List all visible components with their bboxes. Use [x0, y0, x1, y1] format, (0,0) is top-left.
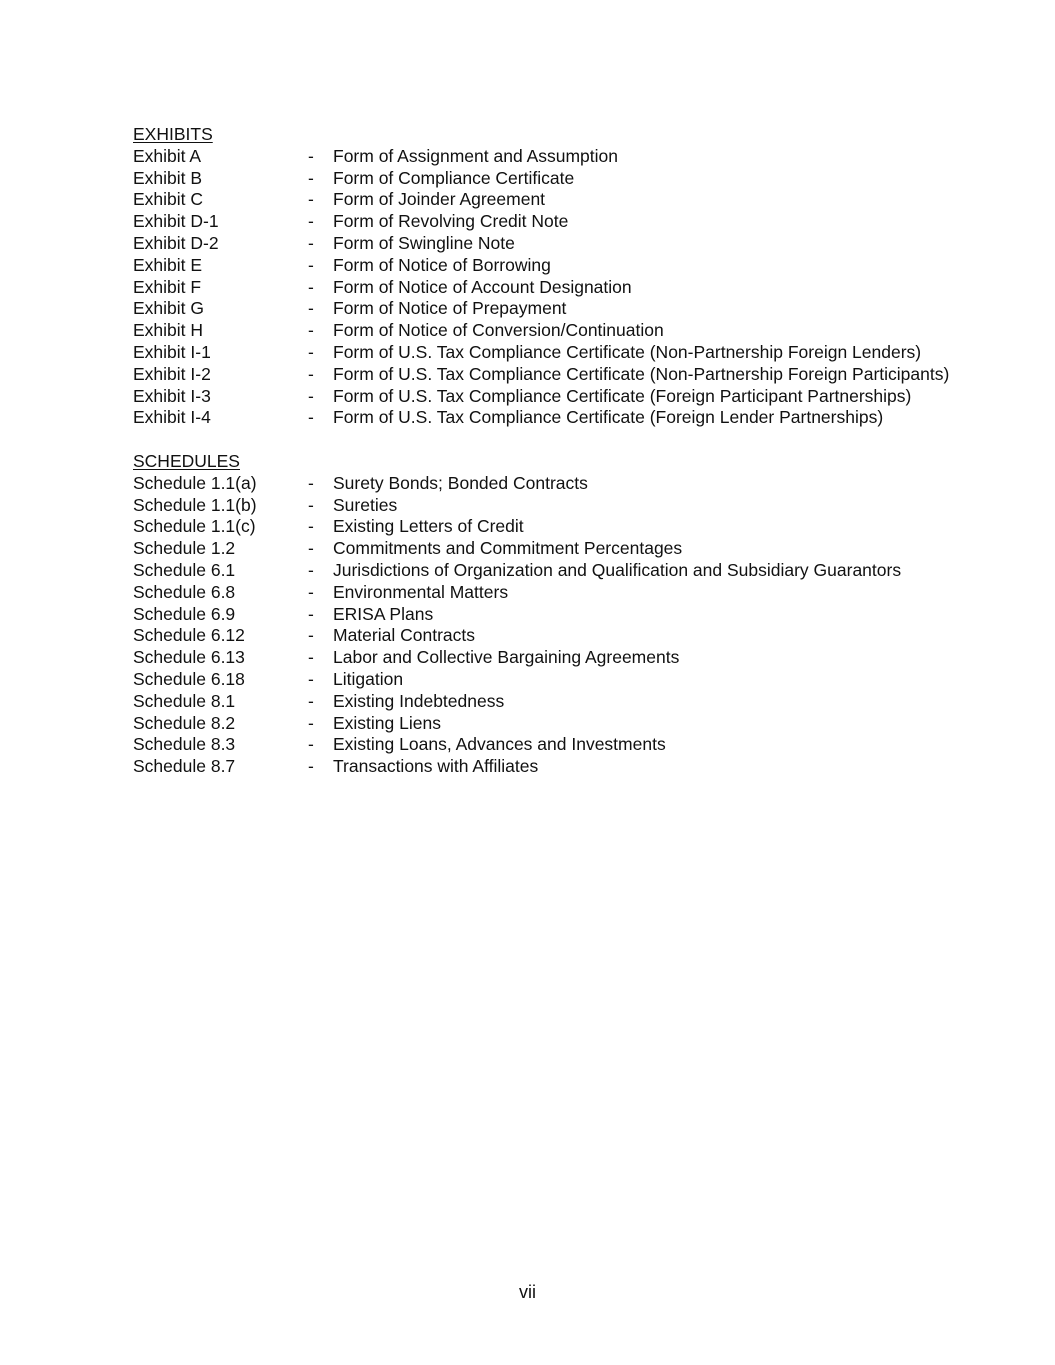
- item-label: Schedule 6.8: [133, 581, 236, 602]
- item-dash: -: [308, 145, 314, 166]
- list-item: [133, 516, 1013, 538]
- list-item: [133, 189, 1013, 211]
- item-dash: -: [308, 647, 314, 668]
- item-dash: -: [308, 189, 314, 210]
- item-dash: -: [308, 603, 314, 624]
- item-description: Litigation: [333, 668, 404, 689]
- item-label: Schedule 1.1(c): [133, 516, 256, 537]
- page-number: vii: [519, 1282, 536, 1302]
- list-item: [133, 342, 1013, 364]
- item-dash: -: [308, 254, 314, 275]
- item-dash: -: [308, 472, 314, 493]
- item-description: Jurisdictions of Organization and Qualification and Subsidiary Guarantors: [333, 559, 902, 580]
- list-item: [133, 255, 1013, 277]
- exhibits-list: [133, 146, 1013, 429]
- list-item: [133, 211, 1013, 233]
- item-description: Form of Swingline Note: [333, 232, 515, 253]
- item-label: Exhibit E: [133, 254, 203, 275]
- list-item: [133, 604, 1013, 626]
- list-item: [133, 320, 1013, 342]
- item-label: Schedule 8.2: [133, 712, 236, 733]
- item-description: Form of Notice of Account Designation: [333, 276, 632, 297]
- item-dash: -: [308, 363, 314, 384]
- item-dash: -: [308, 712, 314, 733]
- item-description: Form of Revolving Credit Note: [333, 211, 569, 232]
- item-dash: -: [308, 538, 314, 559]
- item-label: Exhibit I-3: [133, 385, 211, 406]
- item-dash: -: [308, 385, 314, 406]
- item-description: Form of U.S. Tax Compliance Certificate (Foreign Participant Partnerships): [333, 385, 912, 406]
- item-description: Transactions with Affiliates: [333, 756, 539, 777]
- item-description: Form of U.S. Tax Compliance Certificate (Non-Partnership Foreign Participants): [333, 363, 950, 384]
- item-dash: -: [308, 298, 314, 319]
- item-label: Exhibit D-1: [133, 211, 219, 232]
- item-dash: -: [308, 320, 314, 341]
- item-label: Exhibit B: [133, 167, 203, 188]
- item-label: Schedule 6.9: [133, 603, 236, 624]
- item-dash: -: [308, 407, 314, 428]
- item-label: Exhibit I-4: [133, 407, 211, 428]
- item-description: Form of U.S. Tax Compliance Certificate (Non-Partnership Foreign Lenders): [333, 341, 922, 362]
- list-item: [133, 669, 1013, 691]
- item-description: Form of Compliance Certificate: [333, 167, 575, 188]
- item-dash: -: [308, 581, 314, 602]
- item-dash: -: [308, 516, 314, 537]
- item-label: Schedule 8.7: [133, 756, 236, 777]
- list-item: [133, 582, 1013, 604]
- list-item: [133, 386, 1013, 408]
- list-item: [133, 560, 1013, 582]
- exhibits-heading: EXHIBITS: [133, 124, 213, 144]
- item-dash: -: [308, 668, 314, 689]
- item-label: Schedule 1.1(b): [133, 494, 257, 515]
- item-label: Exhibit G: [133, 298, 204, 319]
- item-dash: -: [308, 211, 314, 232]
- item-dash: -: [308, 690, 314, 711]
- list-item: [133, 756, 1013, 778]
- item-description: Labor and Collective Bargaining Agreements: [333, 647, 680, 668]
- item-description: Existing Indebtedness: [333, 690, 505, 711]
- item-label: Schedule 6.13: [133, 647, 245, 668]
- list-item: [133, 277, 1013, 299]
- list-item: [133, 168, 1013, 190]
- item-label: Schedule 8.1: [133, 690, 236, 711]
- list-item: [133, 407, 1013, 429]
- item-description: Form of Notice of Prepayment: [333, 298, 567, 319]
- item-description: Form of U.S. Tax Compliance Certificate (Foreign Lender Partnerships): [333, 407, 884, 428]
- item-dash: -: [308, 494, 314, 515]
- list-item: [133, 495, 1013, 517]
- schedules-list: [133, 473, 1013, 778]
- item-label: Exhibit C: [133, 189, 204, 210]
- item-description: Form of Notice of Conversion/Continuation: [333, 320, 664, 341]
- item-label: Exhibit A: [133, 145, 202, 166]
- item-label: Schedule 6.18: [133, 668, 245, 689]
- list-item: [133, 538, 1013, 560]
- list-item: [133, 146, 1013, 168]
- list-item: [133, 647, 1013, 669]
- item-description: Existing Letters of Credit: [333, 516, 524, 537]
- item-label: Exhibit I-1: [133, 341, 211, 362]
- list-item: [133, 364, 1013, 386]
- item-description: Environmental Matters: [333, 581, 509, 602]
- item-label: Exhibit D-2: [133, 232, 219, 253]
- item-label: Schedule 1.2: [133, 538, 236, 559]
- item-dash: -: [308, 341, 314, 362]
- list-item: [133, 298, 1013, 320]
- item-label: Schedule 6.12: [133, 625, 245, 646]
- item-dash: -: [308, 276, 314, 297]
- item-description: Form of Assignment and Assumption: [333, 145, 618, 166]
- item-description: Commitments and Commitment Percentages: [333, 538, 683, 559]
- item-label: Exhibit F: [133, 276, 202, 297]
- item-description: ERISA Plans: [333, 603, 434, 624]
- item-dash: -: [308, 167, 314, 188]
- schedules-heading: SCHEDULES: [133, 451, 240, 471]
- item-description: Existing Loans, Advances and Investments: [333, 734, 666, 755]
- list-item: [133, 233, 1013, 255]
- list-item: [133, 625, 1013, 647]
- item-description: Form of Notice of Borrowing: [333, 254, 551, 275]
- item-dash: -: [308, 734, 314, 755]
- item-description: Sureties: [333, 494, 398, 515]
- item-dash: -: [308, 559, 314, 580]
- item-dash: -: [308, 232, 314, 253]
- item-description: Surety Bonds; Bonded Contracts: [333, 472, 588, 493]
- item-dash: -: [308, 756, 314, 777]
- list-item: [133, 734, 1013, 756]
- item-label: Exhibit I-2: [133, 363, 211, 384]
- list-item: [133, 713, 1013, 735]
- item-description: Existing Liens: [333, 712, 441, 733]
- item-dash: -: [308, 625, 314, 646]
- exhibits-section: [133, 124, 1013, 429]
- item-label: Schedule 6.1: [133, 559, 236, 580]
- list-item: [133, 691, 1013, 713]
- item-description: Material Contracts: [333, 625, 475, 646]
- item-label: Schedule 8.3: [133, 734, 236, 755]
- list-item: [133, 473, 1013, 495]
- item-label: Schedule 1.1(a): [133, 472, 257, 493]
- schedules-section: [133, 451, 1013, 778]
- item-label: Exhibit H: [133, 320, 204, 341]
- item-description: Form of Joinder Agreement: [333, 189, 546, 210]
